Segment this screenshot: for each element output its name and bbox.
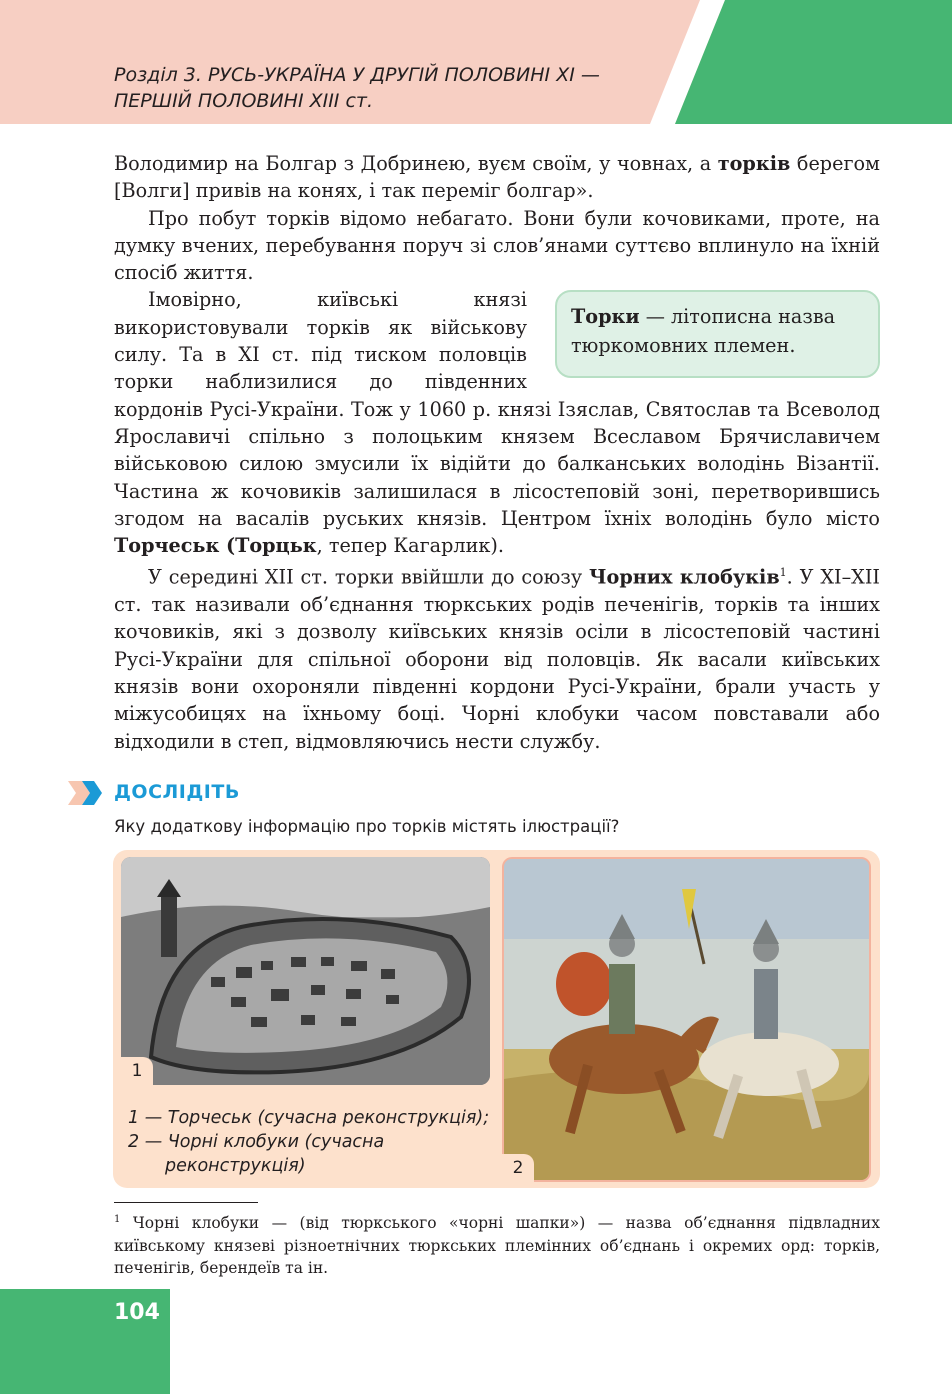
paragraph-3: Імовірно, київські князі використовували торків як військову силу. Та в XI ст. під тиском половців торки наблизилися до південних кордонів Русі-України. Тож у 1060 р. князі Ізяслав, Святослав та Всеволод Ярославичі спільно з полоцьким князем Всеславом Брячиславичем військовою силою змусили їх відійти до балканських володінь Візантії. Частина ж кочовиків залишилася в лісостеповій зоні, перетворившись згодом на васалів руських князів. Центром їхніх володінь було місто Торчеськ (Торцьк, тепер Кагарлик). — [114, 288, 880, 558]
definition-term: Торки — [571, 305, 640, 329]
caption-line-2: 2 — Чорні клобуки (сучасна — [128, 1132, 385, 1152]
figure-1-number: 1 — [121, 1057, 153, 1085]
footnote-divider — [114, 1202, 258, 1203]
footnote — [114, 1209, 880, 1280]
torchesk-reconstruction-image — [121, 857, 490, 1085]
figures-caption — [128, 1106, 498, 1178]
paragraph-4: У середині XII ст. торки ввійшли до союзу Чорних клобуків$^1$. У XI–XII ст. так називали об’єднання тюркських родів печенігів, торків та інших кочовиків, які з дозволу київських князів осіли в лісостеповій частині Русі-України для спільної оборони від половців. Як васали київських князів вони охороняли південні кордони Русі-України, брали участь у міжусобицях на їхньому боці. Чорні клобуки часом повставали або відходили в степ, відмовляючись нести службу. — [114, 565, 880, 753]
explore-title: ДОСЛІДІТЬ — [114, 781, 240, 803]
footnote-text: Чорні клобуки — (від тюркського «чорні шапки») — назва об’єднання підвладних київському князеві різноетнічних тюркських племінних об’єднань і окремих орд: торків, печенігів, берендеїв та ін. — [114, 1214, 880, 1278]
definition-box — [555, 290, 880, 378]
caption-line-3: реконструкція) — [165, 1156, 306, 1176]
figure-2-number: 2 — [502, 1154, 534, 1182]
black-klobuks-reconstruction-image — [502, 857, 871, 1182]
explore-arrow-icon — [68, 781, 104, 805]
explore-question: Яку додаткову інформацію про торків містять ілюстрації? — [114, 817, 620, 836]
chapter-title-line2: ПЕРШІЙ ПОЛОВИНІ XIII ст. — [114, 90, 374, 112]
definition-text: — літописна назва тюркомовних племен. — [571, 305, 836, 358]
chapter-title — [114, 62, 674, 114]
footnote-mark: 1 — [114, 1214, 121, 1225]
chapter-title-line1: Розділ 3. РУСЬ-УКРАЇНА У ДРУГІЙ ПОЛОВИНІ XI — — [114, 64, 600, 86]
paragraph-2: Про побут торків відомо небагато. Вони були кочовиками, проте, на думку вчених, перебування поруч зі слов’янами суттєво вплинуло на їхній спосіб життя. — [114, 206, 880, 285]
caption-line-1: 1 — Торчеськ (сучасна реконструкція); — [128, 1108, 490, 1128]
page-number: 104 — [114, 1300, 160, 1325]
main-text — [114, 150, 880, 755]
paragraph-1: Володимир на Болгар з Добринею, вуєм своїм, у човнах, а торків берегом [Волги] привів на конях, і так переміг болгар». — [114, 152, 880, 203]
